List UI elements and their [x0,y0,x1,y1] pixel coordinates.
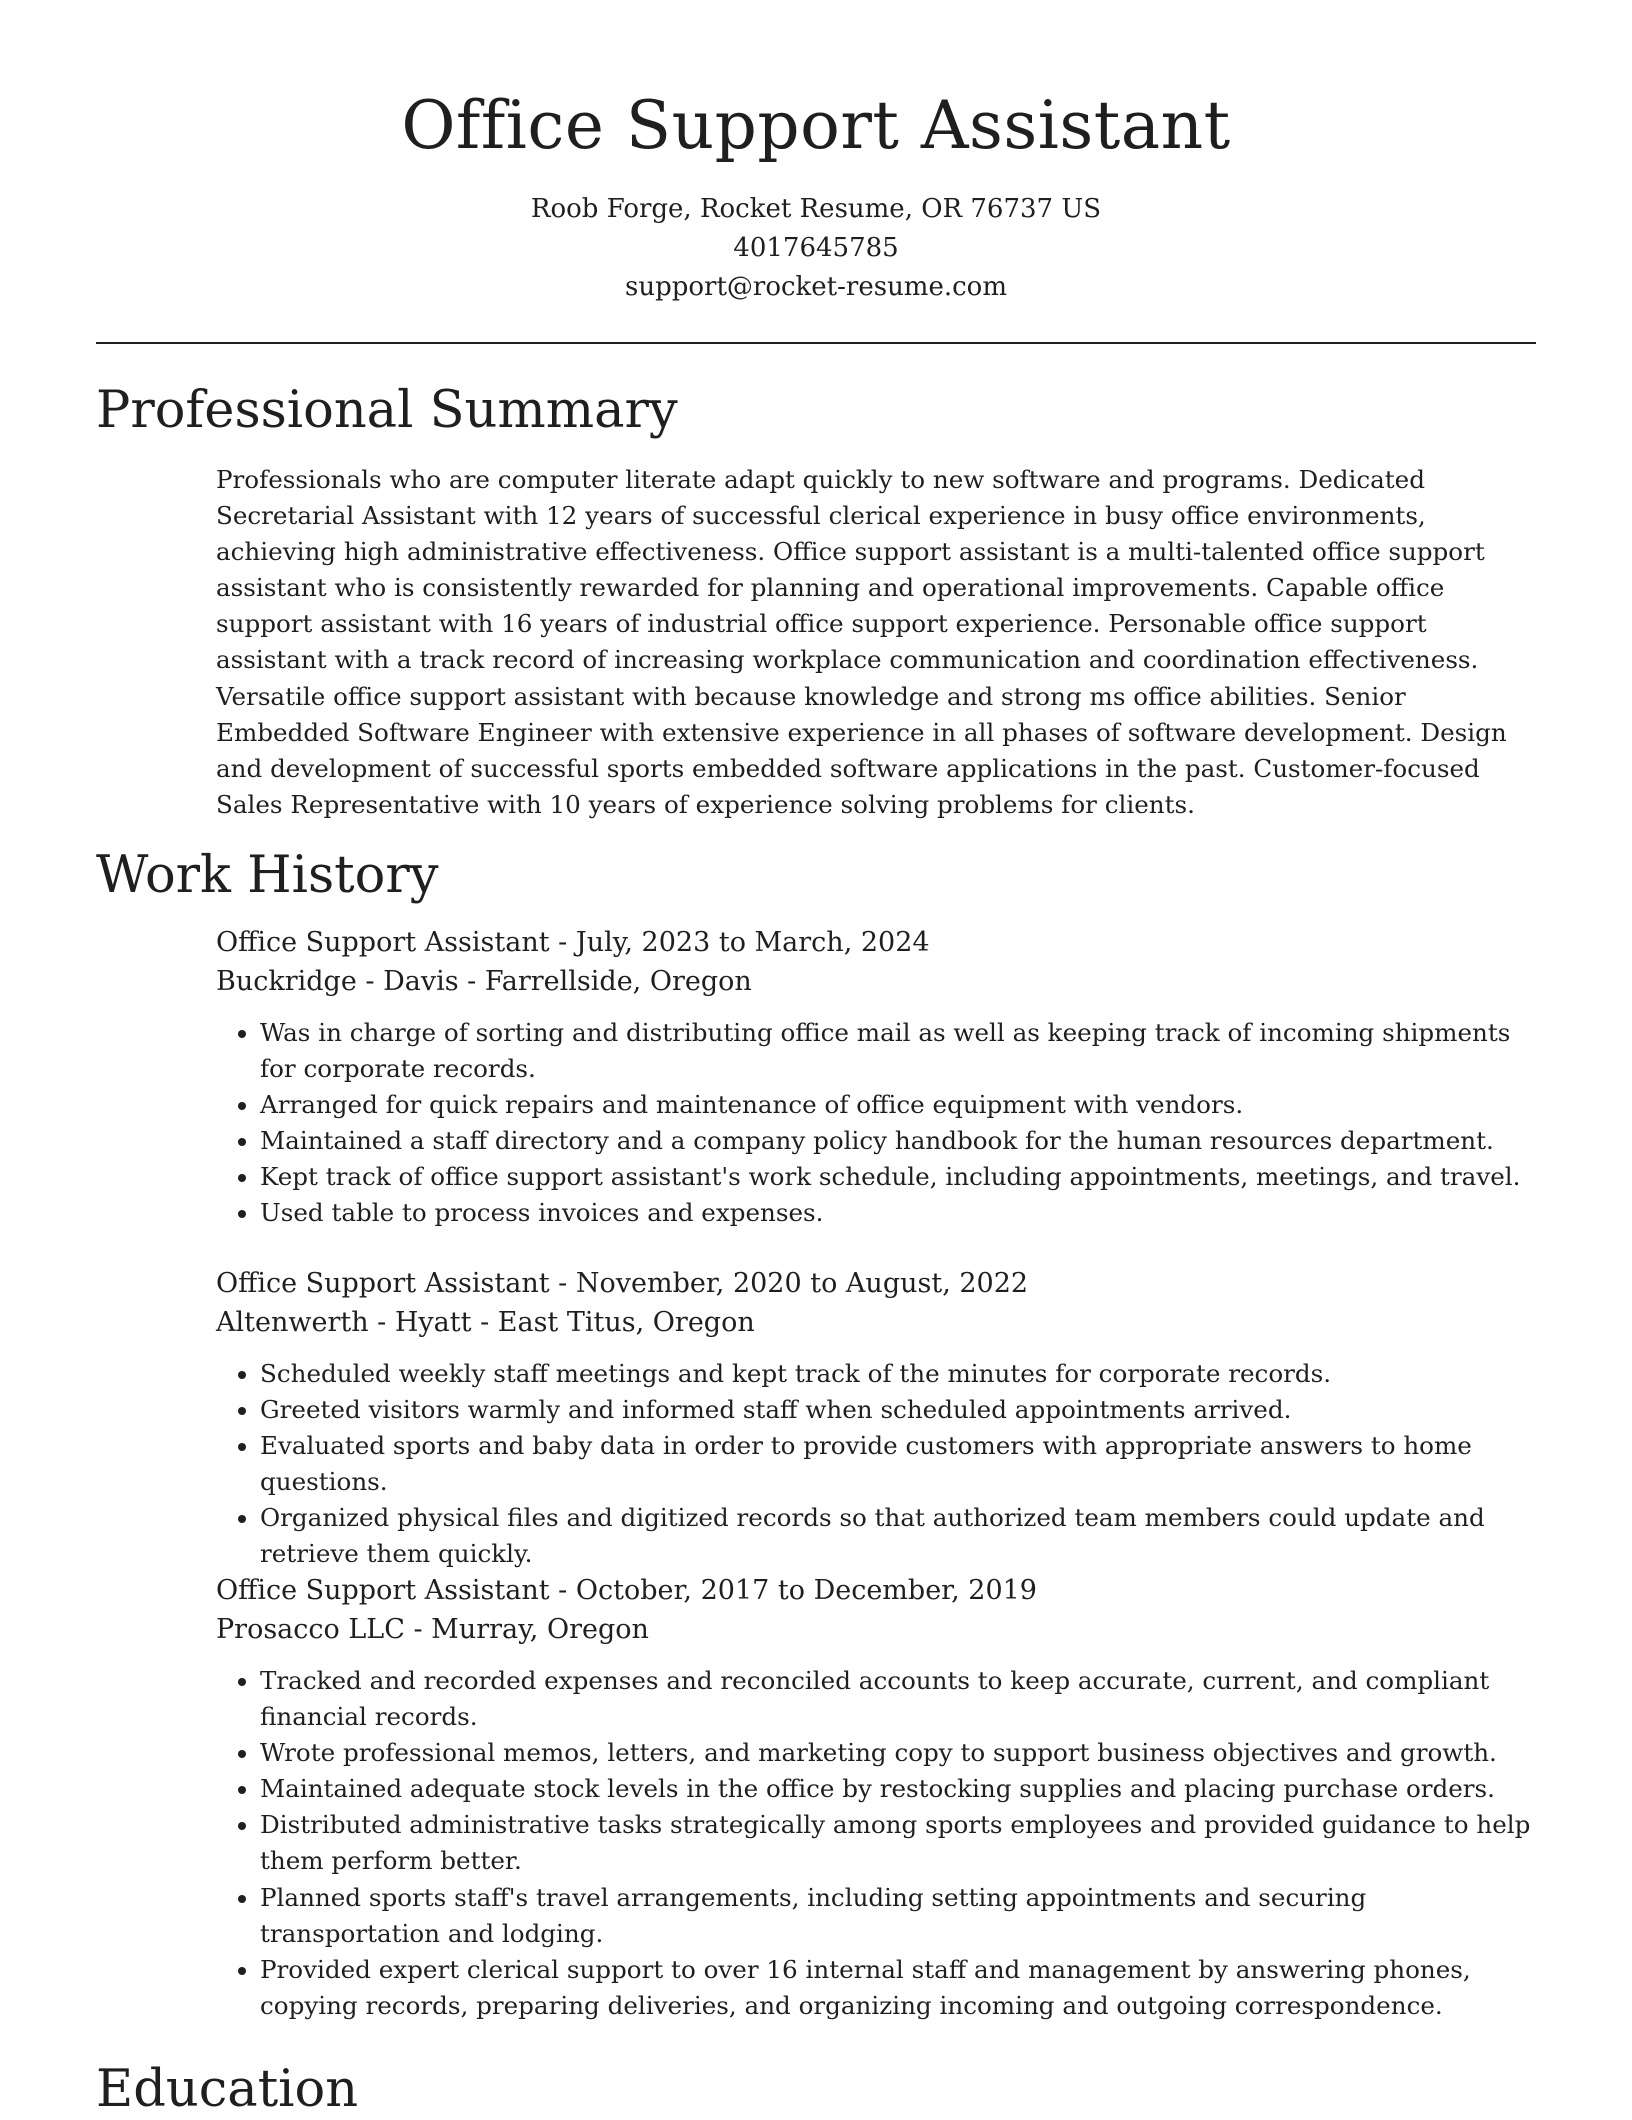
job-bullet: • Used table to process invoices and expenses. [260,1195,1538,1231]
job-title: Office Support Assistant [216,927,550,958]
job-title-line [216,1571,1538,1610]
job-bullet: • Evaluated sports and baby data in order to provide customers with appropriate answers to home questions. [260,1428,1538,1500]
contact-block [0,190,1632,307]
job-bullets [216,1015,1538,1232]
job-bullet: • Was in charge of sorting and distributing office mail as well as keeping track of incoming shipments for corporate records. [260,1015,1538,1087]
resume-title: Office Support Assistant [401,87,1231,164]
job-bullet: • Maintained a staff directory and a company policy handbook for the human resources department. [260,1123,1538,1159]
header-divider [96,342,1536,344]
job-bullet: • Kept track of office support assistant's work schedule, including appointments, meetings, and travel. [260,1159,1538,1195]
contact-email: support@rocket-resume.com [624,272,1007,302]
job-entry [216,923,1538,1232]
job-entry [216,1264,1538,1573]
job-bullets [216,1356,1538,1573]
job-bullet: • Planned sports staff's travel arrangements, including setting appointments and securing transportation and lodging. [260,1880,1538,1952]
job-bullet: • Wrote professional memos, letters, and marketing copy to support business objectives and growth. [260,1735,1538,1771]
job-dates: - July, 2023 to March, 2024 [549,927,930,958]
resume-header [0,0,1632,307]
job-dates: - November, 2020 to August, 2022 [549,1268,1029,1299]
job-bullet: • Maintained adequate stock levels in the office by restocking supplies and placing purchase orders. [260,1771,1538,1807]
job-location: - Murray, Oregon [404,1614,649,1645]
job-company: Altenwerth - Hyatt [216,1307,472,1338]
job-bullets [216,1663,1538,2024]
summary-text: Professionals who are computer literate adapt quickly to new software and programs. Dedicated Secretarial Assistant with 12 years of successful clerical experience in busy office environments, achieving high administrative effectiveness. Office support assistant is a multi-talented office support assistant who is consistently rewarded for planning and operational improvements. Capable office support assistant with 16 years of industrial office support experience. Personable office support assistant with a track record of increasing workplace communication and coordination effectiveness. Versatile office support assistant with because knowledge and strong ms office abilities. Senior Embedded Software Engineer with extensive experience in all phases of software development. Design and development of successful sports embedded software applications in the past. Customer-focused Sales Representative with 10 years of experience solving problems for clients. [216,465,1507,819]
job-location: - Farrellside, Oregon [458,966,752,997]
job-bullet: • Arranged for quick repairs and maintenance of office equipment with vendors. [260,1087,1538,1123]
job-company-line [216,1303,1538,1342]
job-company-line [216,962,1538,1001]
job-bullet: • Greeted visitors warmly and informed staff when scheduled appointments arrived. [260,1392,1538,1428]
job-dates: - October, 2017 to December, 2019 [549,1575,1037,1606]
job-title-line [216,1264,1538,1303]
job-bullet: • Distributed administrative tasks strategically among sports employees and provided guidance to help them perform better. [260,1807,1538,1879]
job-bullet: • Provided expert clerical support to over 16 internal staff and management by answering phones, copying records, preparing deliveries, and organizing incoming and outgoing correspondence. [260,1952,1538,2024]
work-history-heading: Work History [96,846,439,905]
job-title-line [216,923,1538,962]
job-entry [216,1571,1538,2024]
job-title: Office Support Assistant [216,1575,550,1606]
job-company-line [216,1610,1538,1649]
job-bullet: • Tracked and recorded expenses and reconciled accounts to keep accurate, current, and compliant financial records. [260,1663,1538,1735]
job-bullet: • Scheduled weekly staff meetings and kept track of the minutes for corporate records. [260,1356,1538,1392]
summary-heading: Professional Summary [96,381,678,440]
education-heading: Education [96,2060,359,2119]
job-company: Prosacco LLC [216,1614,405,1645]
job-company: Buckridge - Davis [216,966,459,997]
contact-address: Roob Forge, Rocket Resume, OR 76737 US [530,194,1102,224]
job-bullet: • Organized physical files and digitized records so that authorized team members could update and retrieve them quickly. [260,1500,1538,1572]
job-title: Office Support Assistant [216,1268,550,1299]
job-location: - East Titus, Oregon [471,1307,755,1338]
contact-phone: 4017645785 [733,233,899,263]
